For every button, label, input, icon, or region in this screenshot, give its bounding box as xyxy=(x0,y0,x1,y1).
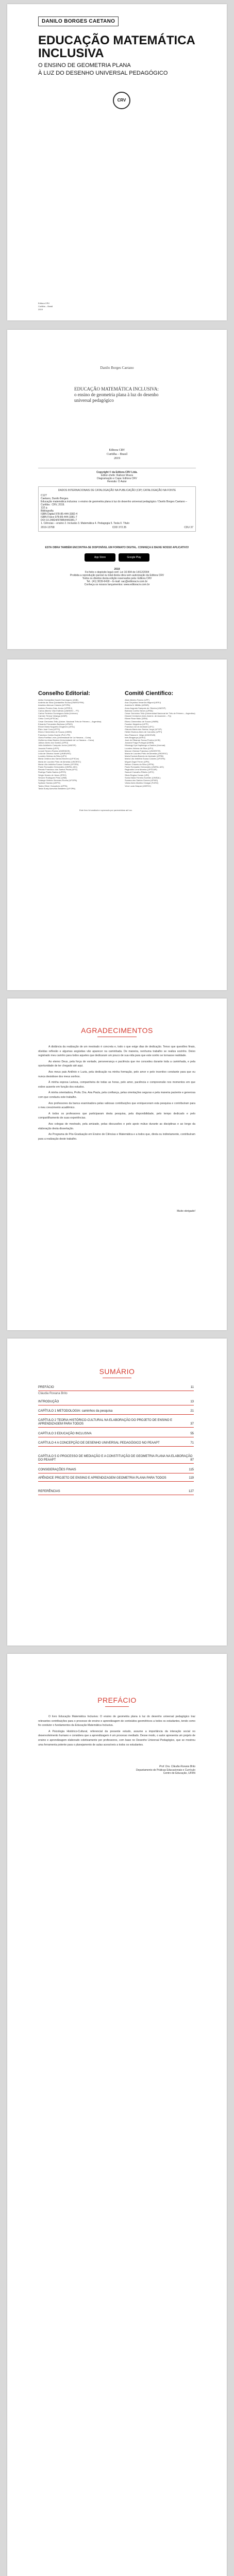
summary-row-page: 13 xyxy=(190,1400,194,1403)
cover-title-line2: INCLUSIVA xyxy=(38,46,104,60)
summary-row-label: CAPÍTULO 2 TEORIA HISTÓRICO-CULTURAL NA ELABORAÇÃO DO PROJETO DE ENSINO E APRENDIZAGEM PARA TODOS xyxy=(38,1419,173,1426)
summary-row-label: CAPÍTULO 5 O PROCESSO DE MEDIAÇÃO E A CONSTITUIÇÃO DE GEOMETRIA PLANA NA ELABORAÇÃO DO PEAAPT xyxy=(38,1455,193,1462)
copyright-0: Copyright © da Editora CRV Ltda. xyxy=(96,471,138,474)
council-member: Maria Cristina dos Santos Bezerra (UFSCar) xyxy=(38,757,79,760)
council-member: Samuel Carvalho Ribeiro (UFG) xyxy=(125,771,154,774)
summary-row-page: 87 xyxy=(190,1459,194,1462)
council-member: Maria Lília Imbiriba Sousa Colares (UFOPA) xyxy=(38,762,79,766)
council-member: Paulo Romualdo Hernandes (UNIFAL-MG) xyxy=(125,766,164,769)
summary-row[interactable] xyxy=(38,1442,194,1447)
council-member: Jailson Alves dos Santos (UFRJ) xyxy=(38,741,69,744)
title-page-title: EDUCAÇÃO MATEMÁTICA INCLUSIVA: o ensino de geometria plana à luz do desenho universal pedagógico xyxy=(74,386,159,403)
summary-row-label: CAPÍTULO 3 EDUCAÇÃO INCLUSIVA xyxy=(38,1432,92,1435)
summary-row-page: 71 xyxy=(190,1442,194,1445)
editorial-council-list xyxy=(38,699,121,790)
council-member: Altair Alberto Fávero (UPF) xyxy=(125,699,150,701)
catalog-codes xyxy=(41,526,193,529)
council-member: Tadeu Oliver Gonçalves (UFPA) xyxy=(38,784,68,787)
council-member: Jussara Fraga Portugal (UNEB) xyxy=(125,741,154,744)
catalog-box xyxy=(38,486,196,532)
council-member: Maria de Lourdes Pinto de Almeida (UNOESC) xyxy=(38,760,81,763)
summary-row[interactable] xyxy=(38,1455,194,1464)
ack-paragraph: Ao eterno Deus, pela força de vontade, perseverança e paciência que me concedeu durante toda a caminhada, e pela oportunidade de ter chegado até aqui. xyxy=(38,1060,195,1068)
council-member: Francisco Carlos Duarte (PUC-PR) xyxy=(38,733,71,736)
title-page-publisher-0: Editora CRV xyxy=(109,449,125,452)
council-member: Suzana dos Santos Gomes (UFMG) xyxy=(125,779,158,782)
summary-row-label: PREFÁCIO xyxy=(38,1386,54,1389)
title-page-publisher-2: 2019 xyxy=(114,457,120,460)
cover-bottom-line-1: Curitiba – Brasil xyxy=(38,305,53,308)
catalog-line-7: DOI 10.24824/978854443381.7 xyxy=(41,519,77,522)
title-page xyxy=(7,330,227,649)
council-member: Nelson Chaves da Silva (UFPA) xyxy=(125,762,154,766)
catalog-line-6: ISBN Físico 978-85-444-3381-7 xyxy=(41,516,77,519)
council-member: Maria Lília Imbiriba Sousa Colares (UFOPA) xyxy=(125,757,165,760)
heading-underline xyxy=(105,1706,129,1707)
cover-subtitle-line2: À LUZ DO DESENHO UNIVERSAL PEDAGÓGICO xyxy=(38,70,168,76)
council-member: Andréia da Silva Quintanilha Sousa (UNIR/UFRN) xyxy=(38,701,84,704)
scientific-committee-list xyxy=(125,699,202,787)
summary-row xyxy=(38,1392,194,1397)
preface-signature xyxy=(38,1765,195,1775)
summary-row-label: CAPÍTULO 1 METODOLOGIA: caminhos da pesquisa xyxy=(38,1410,113,1413)
summary-row-label: APÊNDICE PROJETO DE ENSINO E APRENDIZAGEM GEOMETRIA PLANA PARA TODOS xyxy=(38,1477,166,1480)
council-member: Ana Chrystina Venancio Mignot (UERJ) xyxy=(125,701,161,704)
summary-row[interactable] xyxy=(38,1490,194,1495)
preface-heading: PREFÁCIO xyxy=(97,1696,137,1704)
preface-signature-name: Prof. Dra. Cláudia Roxana Brito xyxy=(159,1765,195,1768)
council-member: Tania Suely Azevedo Brasileiro (UFOPA) xyxy=(38,787,76,790)
council-member: Elizeu Clementino de Souza (UNEB) xyxy=(125,720,159,723)
summary-heading: SUMÁRIO xyxy=(99,1367,135,1376)
council-member: Élsio José Corá (UFFS) xyxy=(38,728,60,731)
council-member: Carlos Alberto Vilar Estêvão (UMINHO – PT) xyxy=(38,709,79,712)
council-member: Cesar Gerónimo Tello (Universidad Nacional de Três de Febrero – Argentina) xyxy=(125,712,195,715)
council-member: Fauston Negreiros (UFPI) xyxy=(125,722,148,725)
cover-title xyxy=(38,34,203,60)
council-member: Sérgio Nunes de Jesus (IFRO) xyxy=(38,773,66,776)
ack-paragraph: Aos professores da banca examinadora pelas valiosas contribuições que enriqueceram esta pesquisa e contribuíram para o meu crescimento acadêmico. xyxy=(38,1101,195,1110)
summary-row-label: Cláudia Roxana Brito xyxy=(38,1392,68,1395)
council-member: Reginaldo Lima Moreira (UFSCAR) xyxy=(125,768,157,771)
title-page-author: Danilo Borges Caetano xyxy=(100,366,134,370)
council-member: Anna Augusta Sampaio de Oliveira (UNESP) xyxy=(125,706,166,709)
acknowledgments-page xyxy=(7,998,227,1330)
summary-row-label: REFERÊNCIAS xyxy=(38,1490,60,1493)
summary-row-page: 119 xyxy=(189,1477,194,1480)
summary-row[interactable] xyxy=(38,1410,194,1415)
council-member: Marcos Vinicius Francisco (UNOESTE) xyxy=(125,749,161,752)
copyright-1: Editor-chefe: Railson Moura xyxy=(101,474,133,477)
preface-paragraph: A Psicologia Histórico-Cultural, referencial da presente estudo, assume a importância da interação social no desenvolvimento humano e considera que a aprendizagem é um processo mediado. Desse modo, o autor apresenta um projeto de ensino e aprendizagem elaborado coletivamente por professores, com base no Desenho Universal Pedagógico, que se mostrou uma ferramenta potente para o planejamento de aulas acessíveis a todos os estudantes. xyxy=(38,1730,195,1747)
cover-subtitle xyxy=(38,62,203,77)
cover-page xyxy=(7,4,227,320)
council-member: Rodrigo Pratte-Santos (UFES) xyxy=(38,771,66,774)
summary-row-page: 55 xyxy=(190,1432,194,1435)
council-member: Gloria Fariñas León (Universidade de La Havana – Cuba) xyxy=(38,736,91,739)
council-member: Lourdes Helena da Silva (UFV) xyxy=(38,755,67,758)
ack-paragraph: Aos meus pais Antônio e Luzia, pela dedicação na minha formação, pelo amor e pelo incentivo constante para que eu nunca desistisse dos meus sonhos. xyxy=(38,1070,195,1078)
acknowledgments-heading: AGRADECIMENTOS xyxy=(81,1026,153,1035)
council-member: Anselmo Alencar Colares (UFOPA) xyxy=(38,704,71,707)
summary-row-page: 115 xyxy=(189,1468,194,1471)
summary-row-page: 11 xyxy=(190,1386,194,1389)
council-member: Antônio Pereira Gaio Júnior (UFRRJ) xyxy=(38,706,73,709)
copyright-2: Diagramação e Capa: Editora CRV xyxy=(97,477,137,480)
summary-row-page: 21 xyxy=(190,1410,194,1413)
council-member: Cesar Gerónimo Tello (Univer. Nacional Três de Febrero – Argentina) xyxy=(38,720,102,723)
cover-title-line1: EDUCAÇÃO MATEMÁTICA xyxy=(38,33,195,47)
ack-paragraph: À minha esposa Larissa, companheira de todas as horas, pelo amor, paciência e compreensão nos momentos em que estive ausente em função dos estudos. xyxy=(38,1081,195,1089)
acknowledgments-signature: Muito obrigado! xyxy=(177,1210,195,1213)
council-member: Eliane Rose Maio (UEM) xyxy=(125,717,148,720)
council-member: João Adalberto Campato Junior (UNESP) xyxy=(38,744,76,747)
council-member: Guillermo Arias Beatón (Universidade de La Havana – Cuba) xyxy=(38,739,94,742)
ack-paragraph: À minha orientadora, Profa. Dra. Ana Paula, pela confiança, pelas orientações seguras e pela maneira paciente e generosa com que conduziu este trabalho. xyxy=(38,1091,195,1099)
council-member: Inês Bragança (UERJ) xyxy=(125,736,146,739)
rights-line-2: Proibida a reprodução parcial ou total desta obra sem autorização da Editora CRV xyxy=(70,574,164,577)
catalog-line-3: 132 p. xyxy=(41,506,48,510)
peer-review-note: Este livro foi avaliado e aprovado por pareceristas ad hoc. xyxy=(79,809,132,811)
council-member: Elizeu Clementino de Souza (UNEB) xyxy=(38,731,72,734)
editorial-council-heading: Conselho Editorial: xyxy=(38,690,90,697)
rights-line-1: Foi feito o depósito legal conf. Lei 10.994 de 14/12/2004 xyxy=(85,571,149,574)
scientific-committee-heading: Comitê Científico: xyxy=(125,690,174,697)
rights-line-0: 2019 xyxy=(114,568,120,571)
cover-bottom-line-0: Editora CRV xyxy=(38,302,50,304)
summary-row[interactable] xyxy=(38,1468,194,1473)
catalog-cdu: CDU 37 xyxy=(184,526,193,529)
summary-row-page: 127 xyxy=(188,1490,194,1493)
summary-row[interactable] xyxy=(38,1400,194,1405)
summary-row-label: CONSIDERAÇÕES FINAIS xyxy=(38,1468,76,1471)
council-member: Barbara Coelho Neves (UFBA) xyxy=(125,709,153,712)
google-play-badge[interactable]: Google Play xyxy=(119,553,149,562)
council-member: Kilwangy Kya Kapitango-a-Samba (Unemat) xyxy=(125,744,165,747)
app-store-badge[interactable]: App Store xyxy=(85,553,115,562)
summary-row[interactable] xyxy=(38,1419,194,1428)
publisher-logo: CRV xyxy=(113,92,130,109)
rights-line-3: Todos os direitos desta edição reservados pela: Editora CRV xyxy=(82,577,152,580)
council-member: Ilma Passos A. Veiga (UNICEUB) xyxy=(125,733,156,736)
council-member: Eduardo Fernandes Barbosa (UFMG) xyxy=(38,722,73,725)
summary-row-label: INTRODUÇÃO xyxy=(38,1400,59,1403)
council-member: Sonia Maria Ferreira Koehler (UNISAL) xyxy=(125,776,161,779)
council-member: Vânia Alves Martins Chaigar (FURG) xyxy=(125,782,159,785)
summary-page xyxy=(7,1338,227,1646)
council-member: José de Ribamar Sousa Pereira (UCB) xyxy=(125,739,160,742)
catalog-line-0: C127 xyxy=(41,494,47,497)
council-member: Simone Rodrigues Pinto (UNB) xyxy=(38,776,67,779)
council-member: Carlos Federico Dominguez Avila (Unieuro) xyxy=(38,712,78,715)
preface-body xyxy=(38,1715,195,1749)
council-member: Maria Eurácia Barreto de Andrade (UFRB) xyxy=(125,755,164,758)
summary-row[interactable] xyxy=(38,1477,194,1482)
copyright-3: Revisão: O Autor xyxy=(107,480,127,483)
council-member: Aldira Guimarães Duarte Domínguez (UNB) xyxy=(38,699,78,701)
title-page-publisher-1: Curitiba – Brasil xyxy=(107,453,127,456)
council-page xyxy=(7,659,227,990)
ack-paragraph: A todos os professores que participaram desta pesquisa, pela disponibilidade, pelo tempo dedicado e pelo compartilhamento de suas experiências. xyxy=(38,1112,195,1120)
catalog-line-4: Bibliografia xyxy=(41,510,54,513)
summary-row-page: 37 xyxy=(190,1422,194,1426)
council-member: Míguel Ángel Ferrer (UPN) xyxy=(125,760,149,763)
catalog-line-8: 1. Ciências – ensino 2. Inclusão 3. Matemática 4. Pedagogia 5. Tesla II. Título xyxy=(41,522,130,525)
catalog-cdd: CDD 372.35 xyxy=(112,526,127,529)
rights-line-4: Tel.: (41) 3039-6418 – E-mail: sac@editoracrv.com.br xyxy=(86,580,148,583)
summary-row-label: CAPÍTULO 4 A CONCEPÇÃO DE DESENHO UNIVERSAL PEDAGÓGICO NO PEAAPT xyxy=(38,1442,160,1445)
council-member: Maria de Lourdes Pinto de Almeida (UNOESC) xyxy=(125,752,168,755)
council-member: Lídia de Oliveira Xavier (UNIEURO) xyxy=(38,752,71,755)
council-member: Silvia Regina Canan (URI) xyxy=(125,773,149,776)
council-member: Leonel Severo Rocha (UNISINOS) xyxy=(38,749,70,752)
ack-paragraph: A distância da realização de um mestrado é concreta e, todo o que exige dias de dedicação. Tenso que questões finais, dúvidas reflexão e algumas angústias vão aparecer na caminhada. De maneira, nenhuma trabalho se realiza sozinho. Deixo registrado meu carinho para todos aqueles que dedicaram um pouco de sua vida para que este sonho se tornasse realidade. xyxy=(38,1045,195,1058)
council-member: Celso Conti (UFSCar) xyxy=(38,717,58,720)
cover-author: DANILO BORGES CAETANO xyxy=(38,16,119,26)
council-member: Josania Portela (UFPI) xyxy=(38,747,59,750)
app-promo-text: ESTA OBRA TAMBÉM ENCONTRA-SE DISPONÍVEL EM FORMATO DIGITAL. CONHEÇA E BAIXE NOSSO APLICATIVO! xyxy=(45,546,189,549)
catalog-line-2: Educação matemática inclusiva: o ensino de geometria plana à luz do desenho universal pedagógico / Danilo Borges Caetano – Curitiba : CRV, 2019. xyxy=(41,500,188,506)
ack-paragraph: Ao Programa de Pós-Graduação em Ensino de Ciências e Matemática e a todos que, direta ou indiretamente, contribuíram para a realização deste trabalho. xyxy=(38,1133,195,1141)
council-member: Francisco Ari de Andrade (UFC) xyxy=(125,725,154,728)
council-member: Vera Lucia Gaspar (UDESC) xyxy=(125,784,151,787)
preface-signature-role2: Centro de Educação, UFRN xyxy=(163,1772,195,1775)
summary-row[interactable] xyxy=(38,1386,194,1391)
council-member: Elione Maria Nogueira Diogenes (UFAL) xyxy=(38,725,75,728)
council-member: Helder Buenos Aires de Carvalho (UFPI) xyxy=(125,731,162,734)
council-member: Carmen Tereza Velanga (UNIR) xyxy=(38,715,68,718)
ack-paragraph: Aos colegas de mestrado, pela amizade, pelas discussões e pelo apoio mútuo durante as disciplinas e ao longo da elaboração desta dissertação. xyxy=(38,1122,195,1130)
cover-bottom-line-2: 2019 xyxy=(38,308,43,311)
preface-signature-role1: Departamento de Práticas Educacionais e Currículo xyxy=(136,1768,195,1772)
council-member: Diosnel Centurion (Univ Americ. de Asunción – Py) xyxy=(125,715,172,718)
council-member: Andréia N. Militão (UEMS) xyxy=(125,704,149,707)
catalog-line-5: ISBN Digital 978-85-444-3382-4 xyxy=(41,513,78,516)
council-member: Sydione Santos (UEPG) xyxy=(38,782,61,785)
catalog-isbn-code: 2019-13768 xyxy=(41,526,55,529)
acknowledgments-body xyxy=(38,1045,195,1143)
preface-page xyxy=(7,1654,227,2576)
council-member: Renato Francisco dos Santos Paula (UFG) xyxy=(38,768,78,771)
council-member: Solange Helena Ximenes-Rocha (UFOPA) xyxy=(38,779,77,782)
catalog-heading: DADOS INTERNACIONAIS DE CATALOGAÇÃO NA PUBLICAÇÃO (CIP) CATALOGAÇÃO NA FONTE xyxy=(58,489,176,492)
preface-paragraph: O livro Educação Matemática Inclusiva: O ensino de geometria plana à luz do desenho universal pedagógico traz relevantes contribuições para o processo de ensino e aprendizagem de conteúdos geométricos a todos os estudantes, tendo como fio condutor o fundamentos da Educação Matemática Inclusiva. xyxy=(38,1715,195,1727)
council-member: Gláucia Maria dos Santos Jorge (UFOP) xyxy=(125,728,162,731)
cover-subtitle-line1: O ENSINO DE GEOMETRIA PLANA xyxy=(38,62,131,69)
catalog-line-1: Caetano, Danilo Borges. xyxy=(41,497,69,500)
council-member: Lourdes Helena da Silva (UFV) xyxy=(125,747,154,750)
rights-line-5: Conheça os nossos lançamentos: www.editoracrv.com.br xyxy=(84,583,150,586)
summary-row[interactable] xyxy=(38,1432,194,1437)
council-member: Paulo Romualdo Hernandes (UNIFAL-MG) xyxy=(38,766,77,769)
